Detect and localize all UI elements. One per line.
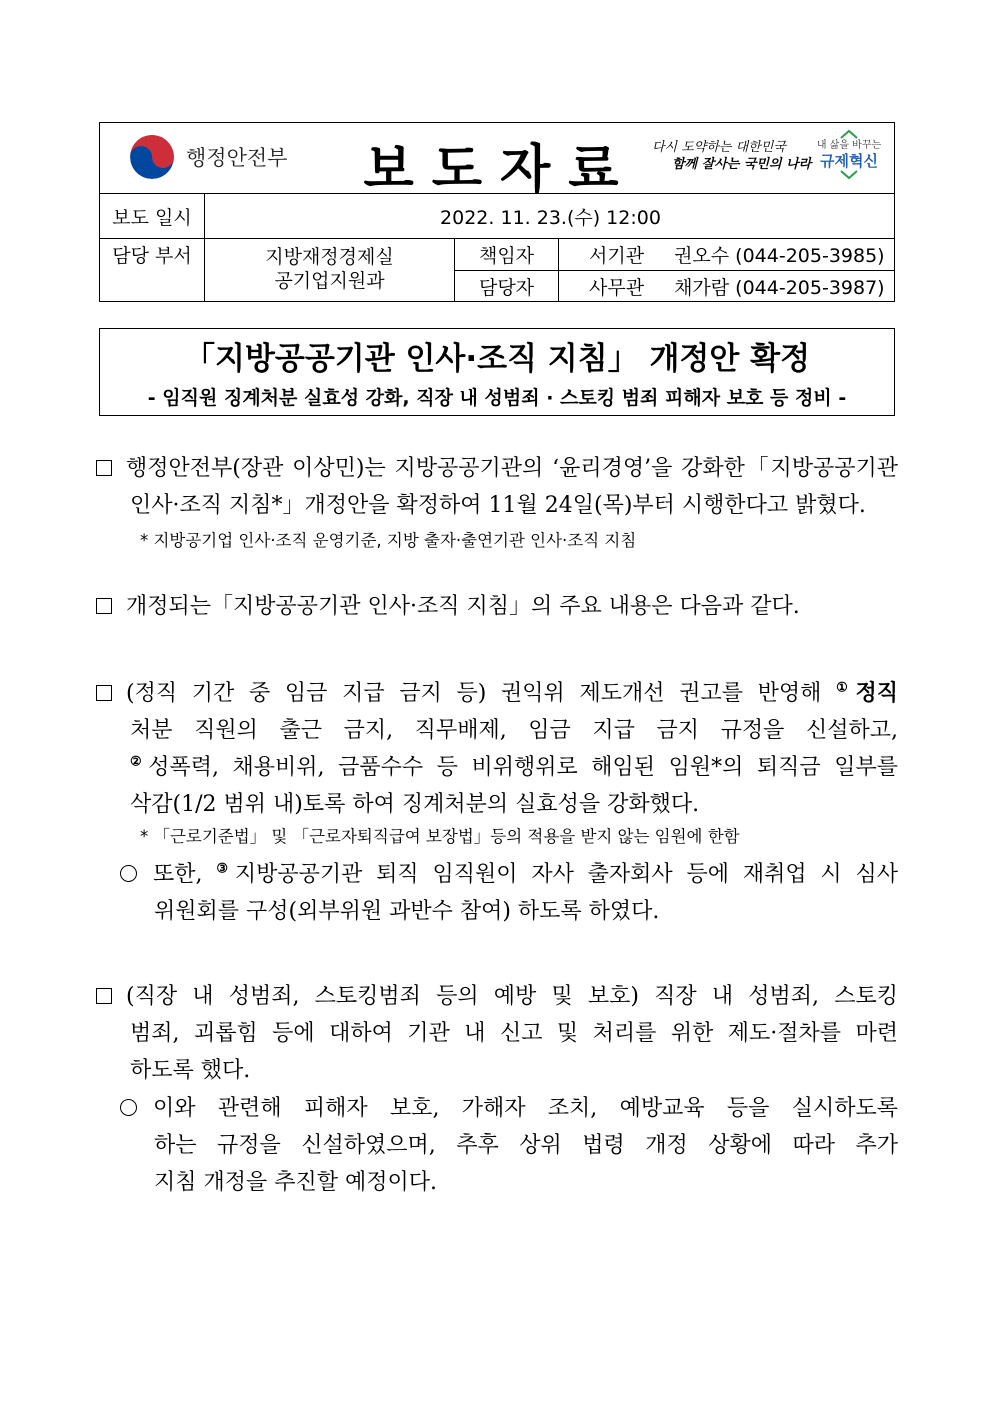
responsible-name: 권오수 (044-205-3985) [674,245,885,267]
headline-box [99,328,895,416]
chevron-down-icon [839,170,859,180]
p3-line-2: 처분 직원의 출근 금지, 직무배제, 임금 지급 금지 규정을 신설하고, [130,718,898,743]
paragraph-3 [96,675,898,823]
p3-line-1a: (정직 기간 중 임금 지급 금지 등) 권익위 제도개선 권고를 반영해 [126,681,822,706]
p4-sub-line-3: 지침 개정을 추진할 예정이다. [154,1170,437,1195]
reform-small-text: 내 삶을 바꾸는 [816,140,882,151]
department-line-1: 지방재정경제실 [265,246,394,268]
contact-title: 사무관 [589,277,645,299]
p3-line-1b: 정직 [855,680,898,706]
taeguk-emblem-icon [130,135,174,179]
p3-sub-line-1a: 또한, [153,862,203,887]
paragraph-1 [96,450,898,524]
header-banner [100,123,894,200]
paragraph-2 [96,588,898,625]
reform-big-text: 규제혁신 [820,152,878,170]
doc-type-title: 보도자료 [363,139,637,200]
p4-sub-line-1: 이와 관련해 피해자 보호, 가해자 조치, 예방교육 등을 실시하도록 [153,1096,898,1121]
p3-line-4: 삭감(1/2 범위 내)토록 하여 징계처분의 실효성을 강화했다. [130,792,700,817]
release-date-value: 2022. 11. 23.(수) 12:00 [440,206,661,229]
p2-line-1: 개정되는「지방공공기관 인사·조직 지침」의 주요 내용은 다음과 같다. [126,594,800,619]
p4-line-1: (직장 내 성범죄, 스토킹범죄 등의 예방 및 보호) 직장 내 성범죄, 스토킹 [126,984,898,1009]
government-slogan [652,139,812,173]
p3-line-3: 성폭력, 채용비위, 금품수수 등 비위행위로 해임된 임원*의 퇴직금 일부를 [148,755,899,780]
headline-title: 「지방공공기관 인사·조직 지침」 개정안 확정 [183,341,811,377]
slogan-line-1: 다시 도약하는 대한민국 [652,140,786,155]
department-label: 담당 부서 [112,244,192,267]
headline-subtitle: - 임직원 징계처분 실효성 강화, 직장 내 성범죄 · 스토킹 범죄 피해자 보호 등 정비 - [147,387,847,409]
department-value [205,239,454,299]
square-bullet-icon [96,460,112,476]
p3-sub-line-1b: 지방공공기관 퇴직 임직원이 자사 출자회사 등에 재취업 시 심사 [234,862,899,887]
paragraph-4-sub [120,1090,898,1201]
p4-line-2: 범죄, 괴롭힘 등에 대하여 기관 내 신고 및 처리를 위한 제도·절차를 마련 [130,1021,898,1046]
slogan-line-2: 함께 잘사는 국민의 나라 [672,157,812,172]
square-bullet-icon [96,598,112,614]
contact-name: 채가람 (044-205-3987) [674,277,885,299]
p3-footnote: * 「근로기준법」 및 「근로자퇴직급여 보장법」등의 적용을 받지 않는 임원에 한함 [140,827,740,846]
paragraph-4 [96,978,898,1089]
circled-number-2: ② [130,754,149,770]
square-bullet-icon [96,988,112,1004]
p4-sub-line-2: 하는 규정을 신설하였으며, 추후 상위 법령 개정 상황에 따라 추가 [154,1133,898,1158]
p4-line-3: 하도록 했다. [130,1058,251,1083]
chevron-up-icon [839,129,859,139]
circled-number-1: ① [836,680,856,696]
circled-number-3: ③ [216,861,235,877]
department-line-2: 공기업지원과 [274,270,385,292]
ministry-logo [130,135,287,179]
responsible-title: 서기관 [589,245,645,267]
ministry-name: 행정안전부 [186,146,288,170]
release-date-label: 보도 일시 [112,206,192,229]
contact-label: 담당자 [478,277,535,299]
paragraph-3-sub [120,856,898,930]
contact-value [559,271,895,302]
p3-sub-line-2: 위원회를 구성(외부위원 과반수 참여) 하도록 하였다. [154,899,660,924]
p1-line-1: 행정안전부(장관 이상민)는 지방공공기관의 ‘윤리경영’을 강화한「지방공공기관 [126,456,898,481]
p1-footnote: * 지방공기업 인사·조직 운영기준, 지방 출자·출연기관 인사·조직 지침 [140,531,637,550]
responsible-label: 책임자 [478,245,535,267]
circle-bullet-icon [120,865,137,882]
responsible-value [559,239,895,270]
square-bullet-icon [96,685,112,701]
regulation-reform-logo [814,129,884,180]
p1-line-2: 인사·조직 지침*」개정안을 확정하여 11월 24일(목)부터 시행한다고 밝혔다. [130,493,866,518]
circle-bullet-icon [120,1099,137,1116]
press-release-header [99,122,895,302]
